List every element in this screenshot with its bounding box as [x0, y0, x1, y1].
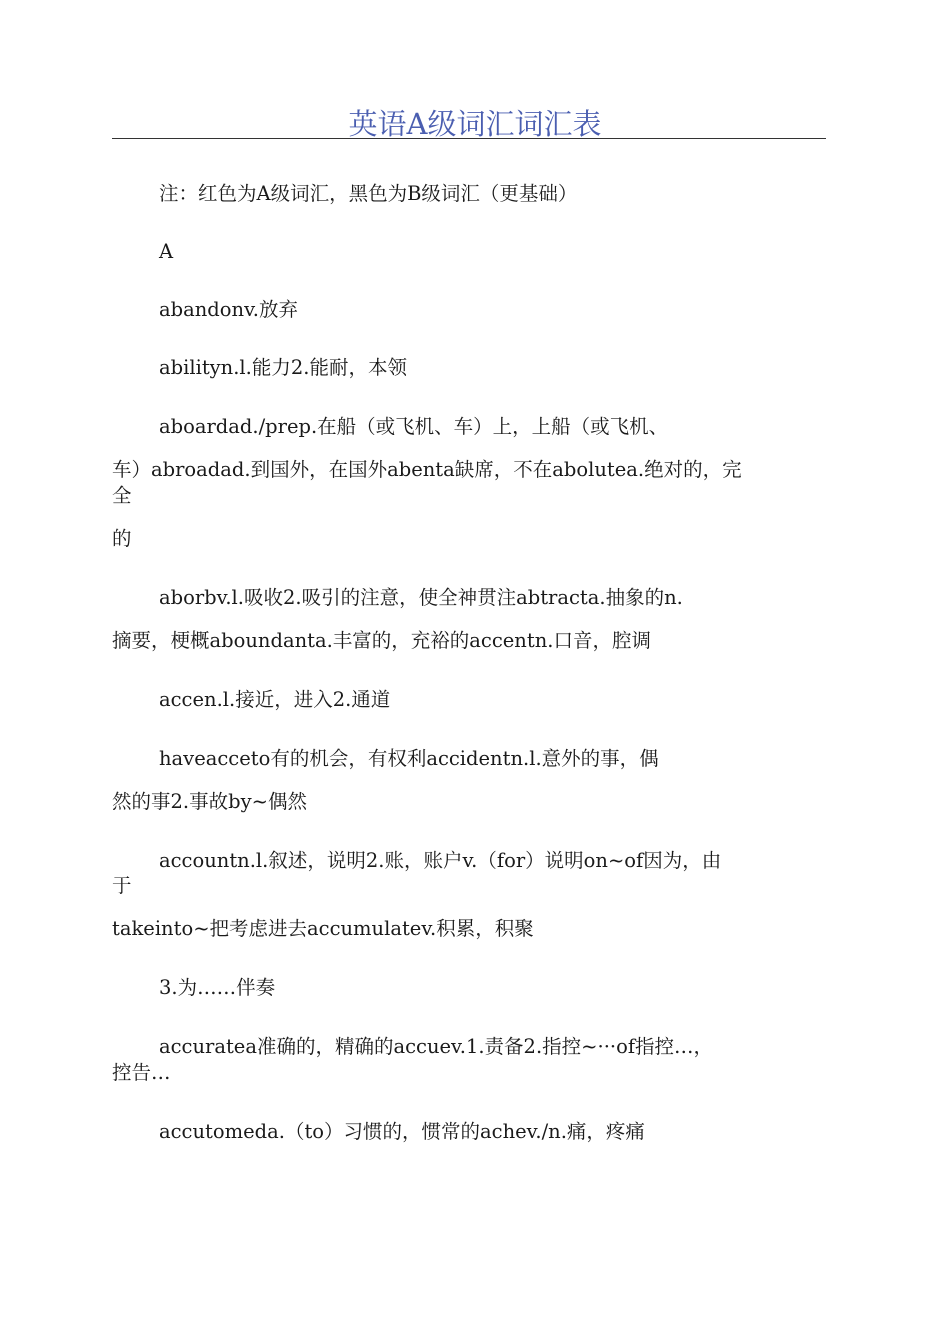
entry-line: 控告… [112, 1061, 171, 1084]
entry-line: takeinto~把考虑进去accumulatev.积累，积聚 [112, 917, 534, 940]
entry-line: 摘要，梗概aboundanta.丰富的，充裕的accentn.口音，腔调 [112, 629, 651, 652]
entry-line: 车）abroadad.到国外，在国外abenta缺席，不在abolutea.绝对的，完 [112, 458, 742, 481]
entry-line: haveacceto有的机会，有权利accidentn.l.意外的事，偶 [159, 747, 659, 770]
note-line: 注：红色为A级词汇，黑色为B级词汇（更基础） [159, 182, 578, 205]
section-letter: A [159, 240, 174, 263]
entry-line: aborbv.l.吸收2.吸引的注意，使全神贯注abtracta.抽象的n. [159, 586, 683, 609]
entry-line: accuratea准确的，精确的accuev.1.责备2.指控~···of指控…， [159, 1035, 714, 1058]
document-title: 英语A级词汇词汇表 [348, 107, 602, 141]
entry-line: 3.为……伴奏 [159, 976, 276, 999]
entry-line: 全 [112, 484, 132, 507]
entry-line: aboardad./prep.在船（或飞机、车）上，上船（或飞机、 [159, 415, 669, 438]
entry-line: 然的事2.事故by~偶然 [112, 790, 307, 813]
entry-line: 于 [112, 874, 132, 897]
title-underline [112, 138, 826, 139]
entry-line: abilityn.l.能力2.能耐，本领 [159, 356, 407, 379]
entry-line: accountn.l.叙述，说明2.账，账户v.（for）说明on~of因为，由 [159, 849, 722, 872]
entry-line: accen.l.接近，进入2.通道 [159, 688, 391, 711]
entry-line: accutomeda.（to）习惯的，惯常的achev./n.痛，疼痛 [159, 1120, 645, 1143]
entry-line: abandonv.放弃 [159, 298, 298, 321]
entry-line: 的 [112, 527, 132, 550]
